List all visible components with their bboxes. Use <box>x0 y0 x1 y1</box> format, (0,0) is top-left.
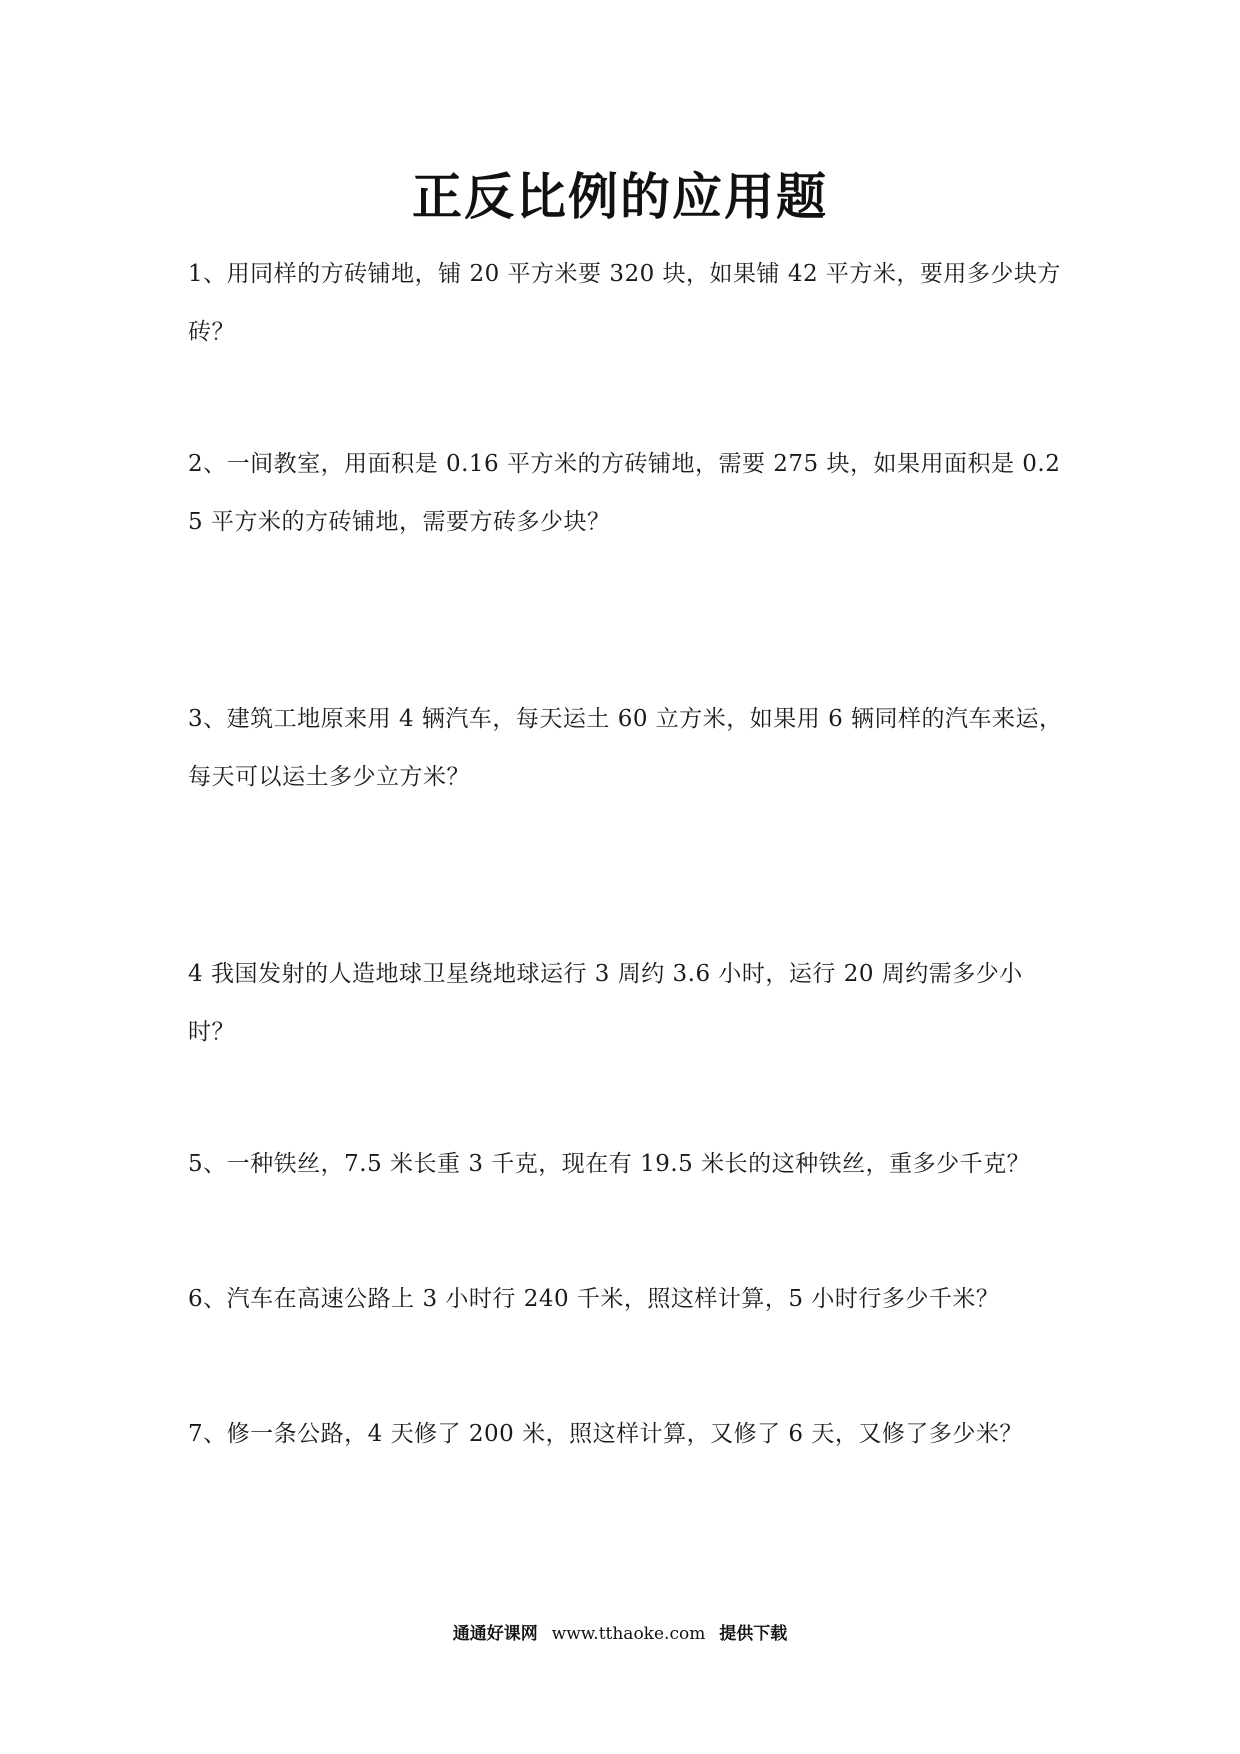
page-title: 正反比例的应用题 <box>412 168 828 226</box>
page-footer <box>0 1622 1240 1646</box>
question-3: 3、建筑工地原来用 4 辆汽车，每天运土 60 立方米，如果用 6 辆同样的汽车来运，每天可以运土多少立方米？ <box>188 706 1063 790</box>
question-5: 5、一种铁丝，7.5 米长重 3 千克，现在有 19.5 米长的这种铁丝，重多少千克？ <box>188 1151 1031 1177</box>
footer-site-name: 通通好课网 <box>452 1624 538 1644</box>
question-6: 6、汽车在高速公路上 3 小时行 240 千米，照这样计算，5 小时行多少千米？ <box>188 1286 1000 1312</box>
footer-suffix: 提供下载 <box>719 1624 788 1644</box>
question-4: 4 我国发射的人造地球卫星绕地球运行 3 周约 3.6 小时，运行 20 周约需多少小时？ <box>188 961 1023 1045</box>
question-2: 2、一间教室，用面积是 0.16 平方米的方砖铺地，需要 275 块，如果用面积是 0.25 平方米的方砖铺地，需要方砖多少块？ <box>188 451 1061 535</box>
question-7: 7、修一条公路，4 天修了 200 米，照这样计算，又修了 6 天，又修了多少米？ <box>188 1421 1023 1447</box>
footer-url: www.tthaoke.com <box>551 1624 706 1644</box>
question-1: 1、用同样的方砖铺地，铺 20 平方米要 320 块，如果铺 42 平方米，要用多少块方砖？ <box>188 261 1061 345</box>
